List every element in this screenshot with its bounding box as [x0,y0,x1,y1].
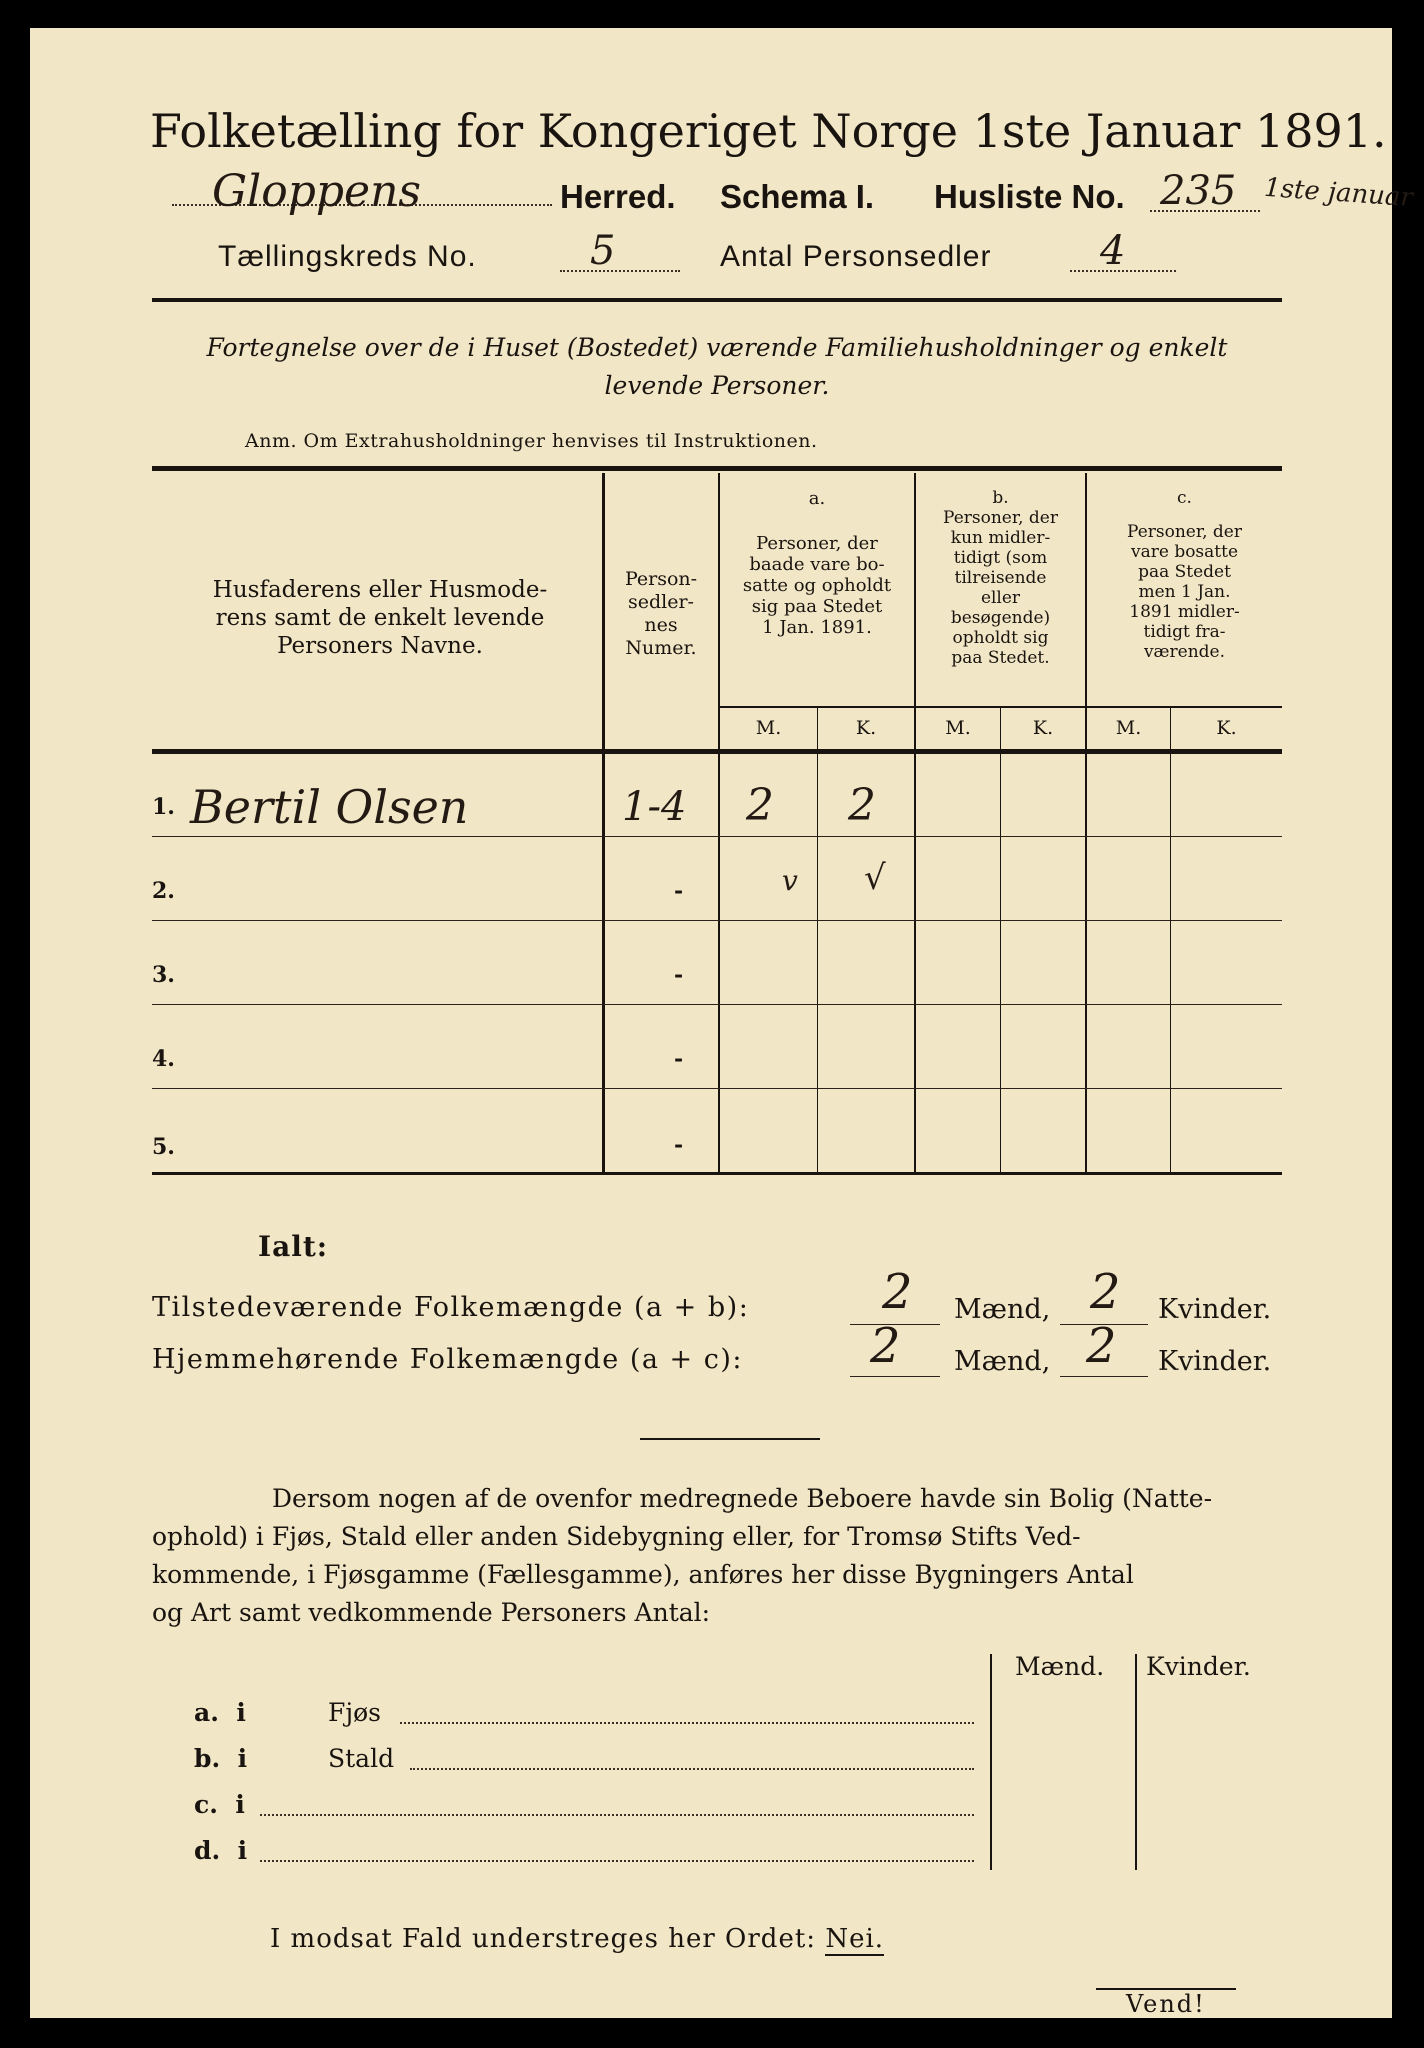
bygning-item-b-label: Stald [328,1744,395,1773]
col-a-header: a. Personer, der baade vare bo- satte og opholdt sig paa Stedet 1 Jan. 1891. [742,488,892,638]
bygning-paragraph: Dersom nogen af de ovenfor medregnede Beboere havde sin Bolig (Natte- ophold) i Fjøs, Stald eller anden Sidebygning eller, for Tromsø Stifts Ved- kommende, i Fjøsgamme (Fællesgamme), anføres her disse Bygningers Antal og Art samt vedkommende Personers Antal: [152,1484,1213,1627]
col-a-m-header: M. [755,717,782,739]
table-row-number: 5. [152,1134,175,1160]
bygning-item-d-fill [260,1860,974,1862]
bygning-item-a: a. i [194,1698,246,1727]
census-form-sheet [30,28,1414,2018]
col-name-header: Husfaderens eller Husmode- rens samt de enkelt levende Personers Navne. [212,577,548,659]
table-row-a-k: 2 [848,780,876,831]
annotation-note: Anm. Om Extrahusholdninger henvises til Instruktionen. [245,430,818,452]
col-b-header: b. Personer, der kun midler- tidigt (som tilreisende eller besøgende) opholdt sig paa Stedet. [943,488,1058,668]
husliste-note: 1ste januar [1263,172,1414,214]
herred-handwritten: Gloppens [212,166,421,217]
table-row-a-k: √ [864,858,886,898]
table-bottom-rule [152,1172,1282,1175]
hjemme-m-fill [850,1376,940,1377]
kreds-fill-line [560,270,680,272]
col-c-k-header: K. [1216,717,1237,739]
hjemme-k-fill [1060,1376,1148,1377]
table-row-num: - [674,878,684,904]
table-row-name: Bertil Olsen [190,780,469,834]
table-row-a-m: 2 [746,780,774,831]
bygning-kvinder-header: Kvinder. [1146,1652,1251,1681]
tilstede-label: Tilstedeværende Folkemængde (a + b): [152,1292,750,1323]
col-divider-bMK [1000,708,1001,1173]
tilstede-k-value: 2 [1090,1264,1121,1320]
bygning-maend-header: Mænd. [1015,1652,1105,1681]
antal-handwritten: 4 [1100,228,1126,274]
col-a-k-header: K. [855,717,877,739]
table-row-a-m: v [782,864,798,897]
table-row-number: 1. [152,794,175,820]
col-b-k-header: K. [1032,717,1054,739]
ialt-label: Ialt: [258,1230,329,1263]
husliste-handwritten: 235 [1160,168,1237,214]
table-top-rule [152,466,1282,471]
bygning-item-b-fill [410,1768,974,1770]
header-rule [152,298,1282,302]
kreds-handwritten: 5 [590,228,616,274]
hjemme-k-value: 2 [1086,1318,1117,1374]
col-divider-aMK [817,708,818,1173]
hjemme-label: Hjemmehørende Folkemængde (a + c): [152,1344,743,1375]
row-line-4 [152,1088,1282,1089]
col-b-m-header: M. [945,717,971,739]
section-divider [640,1438,820,1440]
subtitle-line2: levende Personer. [604,371,830,400]
vend-label: Vend! [1126,1990,1206,2018]
table-header-bottom-rule [152,749,1282,754]
bygning-item-c: c. i [194,1790,245,1819]
herred-label: Herred. [560,178,676,215]
table-row-num: - [674,1046,684,1072]
hjemme-m-value: 2 [870,1318,901,1374]
tilstede-m-value: 2 [882,1264,913,1320]
hjemme-kvinder: Kvinder. [1158,1346,1272,1377]
table-row-num: 1-4 [622,784,687,830]
table-row-num: - [674,962,684,988]
mk-top-rule [718,706,1282,708]
modsat-text: I modsat Fald understreges her Ordet: Nei. [270,1924,885,1954]
table-row-num: - [674,1132,684,1158]
row-line-3 [152,1004,1282,1005]
col-c-header: c. Personer, der vare bosatte paa Stedet men 1 Jan. 1891 midler- tidigt fra- værende. [1127,488,1242,662]
tilstede-kvinder: Kvinder. [1158,1294,1272,1325]
husliste-label: Husliste No. [934,178,1125,215]
form-title: Folketælling for Kongeriget Norge 1ste Januar 1891. [150,104,1387,158]
row-line-1 [152,836,1282,837]
col-divider-cMK [1170,708,1171,1173]
bygning-item-a-fill [400,1722,974,1724]
table-row-number: 4. [152,1046,175,1072]
bygning-item-c-fill [260,1814,974,1816]
table-row-number: 2. [152,878,175,904]
bygning-col-divider-2 [1135,1654,1137,1870]
schema-label: Schema I. [720,178,875,215]
table-row-number: 3. [152,962,175,988]
bygning-col-divider-1 [990,1654,992,1870]
hjemme-maend: Mænd, [954,1346,1051,1377]
col-c-m-header: M. [1115,717,1142,739]
col-num-header: Person- sedler- nes Numer. [624,568,698,659]
antal-label: Antal Personsedler [720,240,992,273]
nei-word: Nei. [825,1924,885,1954]
bygning-item-a-label: Fjøs [328,1698,381,1727]
kreds-label: Tællingskreds No. [218,240,477,273]
subtitle-line1: Fortegnelse over de i Huset (Bostedet) værende Familiehusholdninger og enkelt [206,333,1228,362]
row-line-2 [152,920,1282,921]
tilstede-maend: Mænd, [954,1294,1051,1325]
bygning-item-b: b. i [194,1744,248,1773]
bygning-item-d: d. i [194,1836,248,1865]
